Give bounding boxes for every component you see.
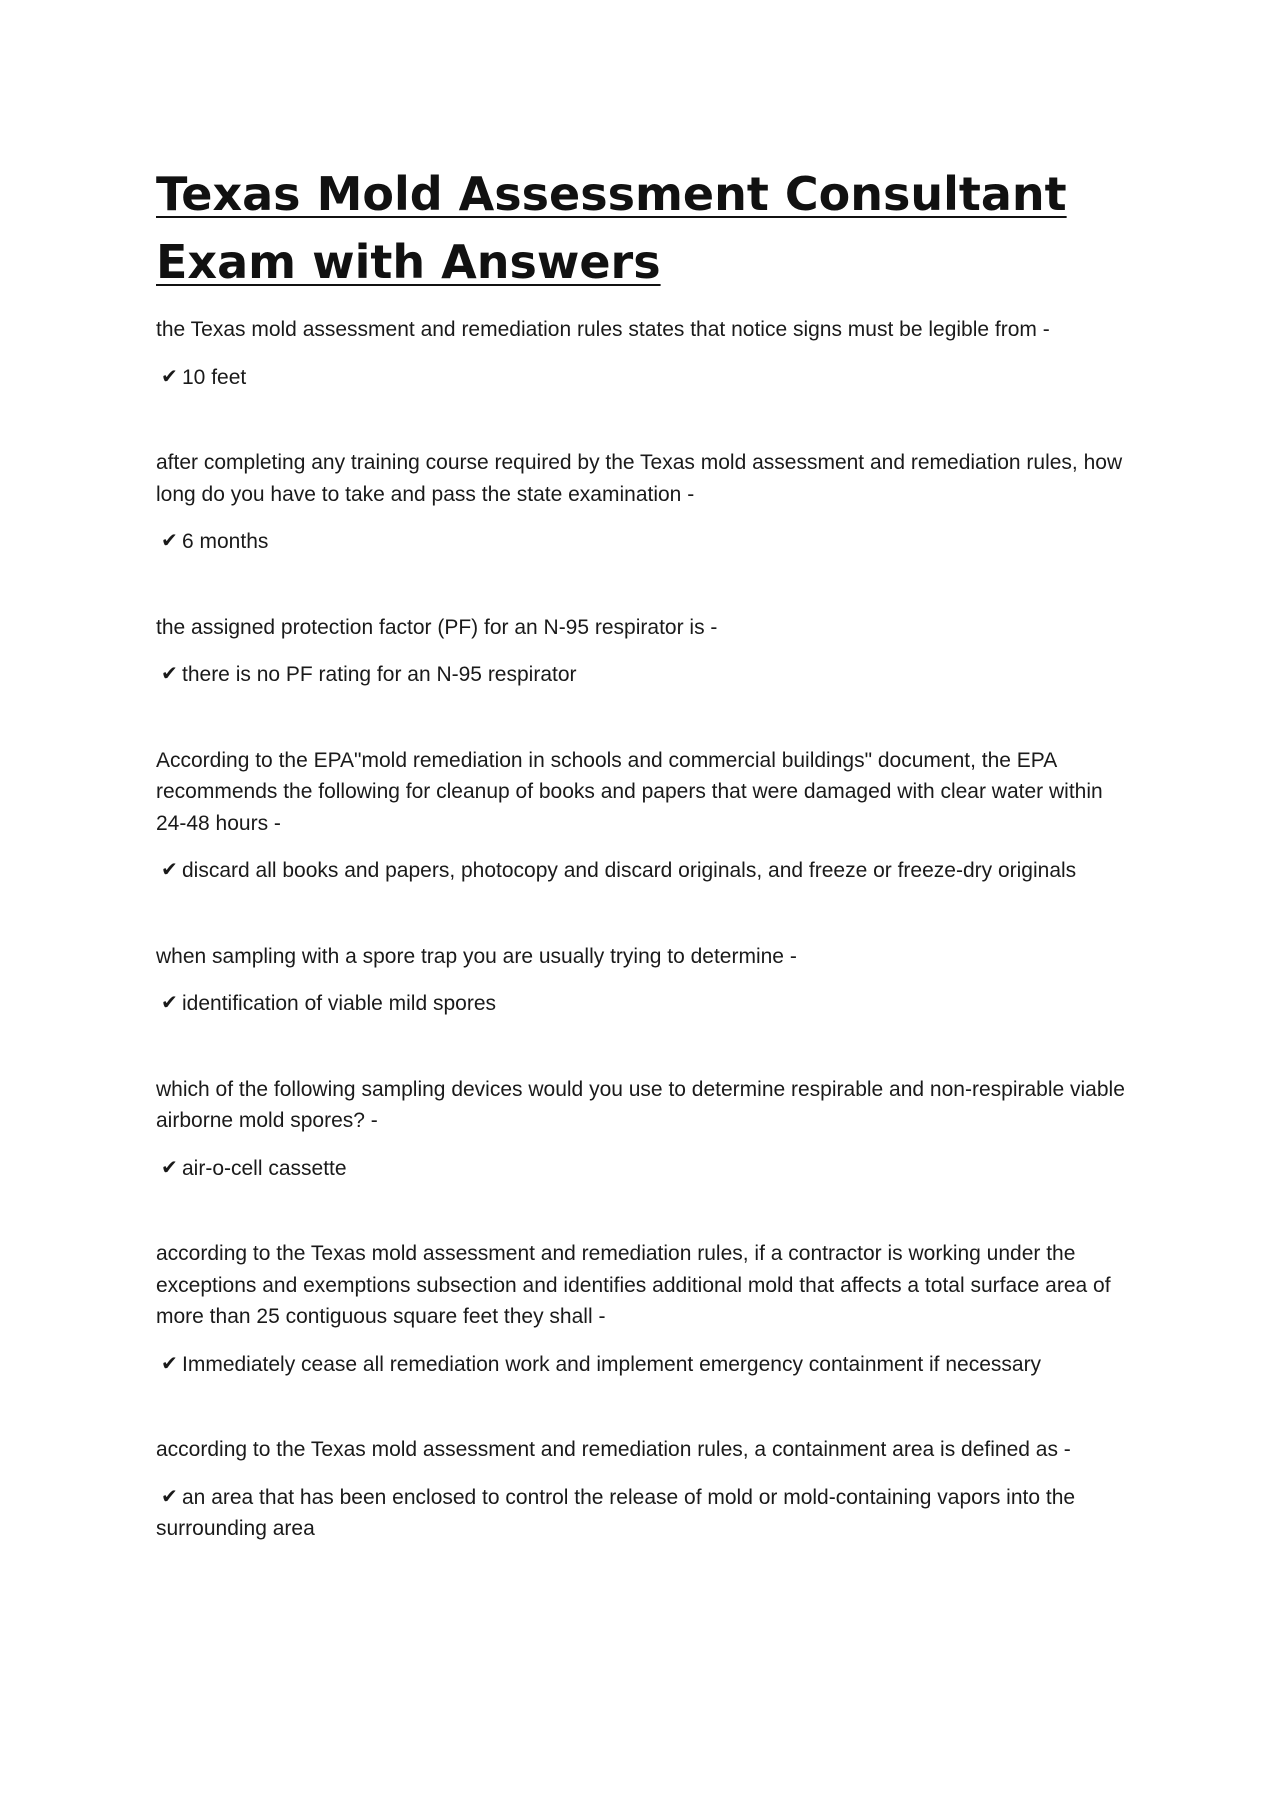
answer-label: Immediately cease all remediation work and implement emergency containment if necessary [182, 1352, 1042, 1376]
answer-label: discard all books and papers, photocopy and discard originals, and freeze or freeze-dry originals [182, 859, 1077, 882]
answer-text [156, 526, 1136, 558]
question-text: the assigned protection factor (PF) for an N-95 respirator is - [156, 615, 718, 639]
question-text: according to the Texas mold assessment and remediation rules, a containment area is defined as - [156, 1438, 1071, 1461]
question-text: According to the EPA"mold remediation in schools and commercial buildings" document, the EPA recommends the following for cleanup of books and papers that were damaged with clear water within 24-48 hours - [156, 748, 1103, 835]
checkmark-icon: ✔ [161, 1156, 178, 1179]
answer-text [156, 659, 1136, 691]
question-text: the Texas mold assessment and remediation rules states that notice signs must be legible from - [156, 318, 1050, 341]
qa-item [156, 941, 1136, 1020]
checkmark-icon: ✔ [161, 992, 178, 1014]
qa-item [156, 447, 1136, 558]
answer-text [156, 1349, 1136, 1381]
answer-text [156, 1153, 1136, 1185]
answer-label: an area that has been enclosed to control the release of mold or mold-containing vapors into the surrounding area [156, 1485, 1076, 1540]
checkmark-icon: ✔ [161, 530, 178, 552]
answer-text [156, 988, 1136, 1020]
checkmark-icon: ✔ [161, 1352, 178, 1375]
qa-item [156, 1238, 1136, 1380]
checkmark-icon: ✔ [161, 365, 178, 388]
answer-label: air-o-cell cassette [182, 1156, 347, 1180]
answer-text [156, 855, 1136, 887]
qa-item [156, 314, 1136, 393]
answer-text [156, 362, 1136, 394]
question-text: after completing any training course required by the Texas mold assessment and remediation rules, how long do you have to take and pass the state examination - [156, 451, 1123, 506]
question-text: according to the Texas mold assessment and remediation rules, if a contractor is working under the exceptions and exemptions subsection and identifies additional mold that affects a total surface area of more than 25 contiguous square feet they shall - [156, 1242, 1111, 1328]
answer-label: 6 months [182, 530, 269, 553]
qa-item [156, 612, 1136, 691]
document-page [156, 160, 1136, 1599]
checkmark-icon: ✔ [161, 859, 178, 881]
checkmark-icon: ✔ [161, 1485, 178, 1508]
question-text: which of the following sampling devices would you use to determine respirable and non-respirable viable airborne mold spores? - [156, 1077, 1125, 1132]
qa-item [156, 1074, 1136, 1185]
qa-item [156, 745, 1136, 887]
answer-label: 10 feet [182, 365, 247, 389]
answer-text [156, 1482, 1136, 1545]
checkmark-icon: ✔ [161, 663, 178, 685]
answer-label: identification of viable mild spores [182, 992, 496, 1015]
answer-label: there is no PF rating for an N-95 respirator [182, 663, 577, 686]
page-title: Texas Mold Assessment Consultant Exam with Answers [156, 167, 1067, 289]
question-text: when sampling with a spore trap you are usually trying to determine - [156, 944, 797, 968]
qa-item [156, 1434, 1136, 1545]
